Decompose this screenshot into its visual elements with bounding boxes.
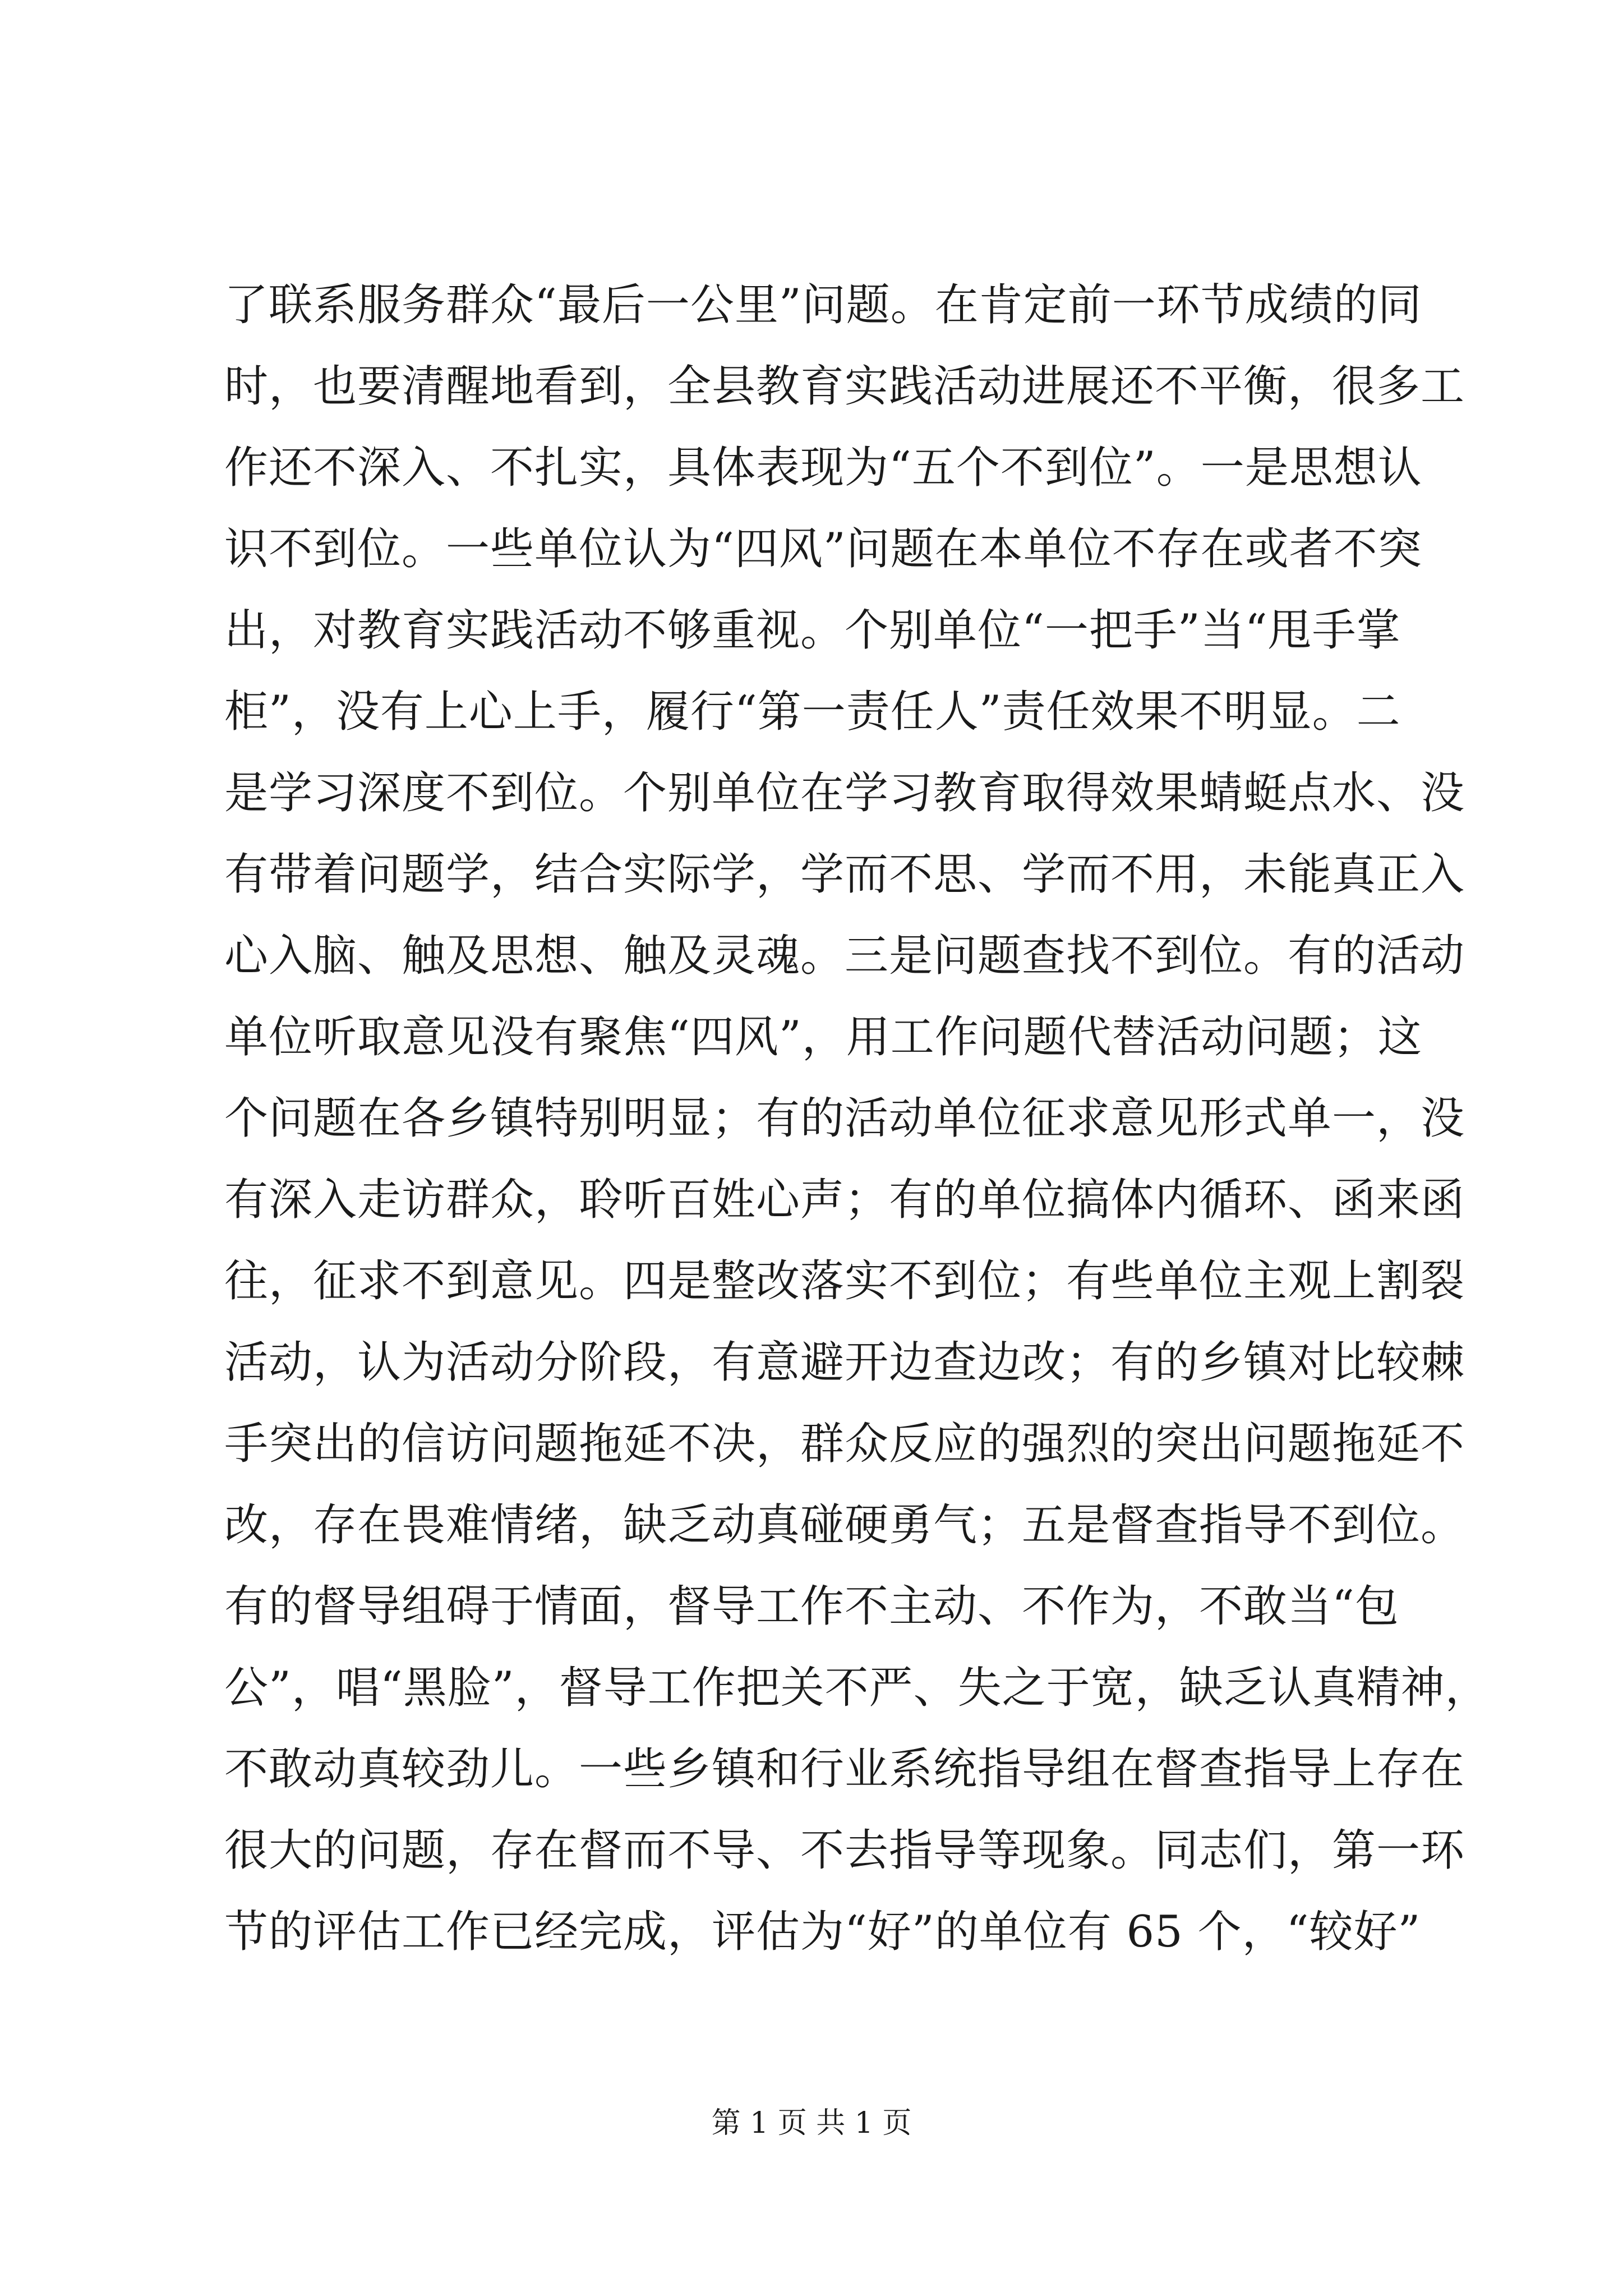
text-line: 是学习深度不到位。个别单位在学习教育取得效果蜻蜓点水、没	[224, 768, 1465, 818]
body-text	[224, 265, 1490, 1973]
text-line: 识不到位。一些单位认为“四风”问题在本单位不存在或者不突	[224, 524, 1422, 574]
text-line: 改，存在畏难情绪，缺乏动真碰硬勇气；五是督查指导不到位。	[224, 1500, 1465, 1550]
text-line: 作还不深入、不扎实，具体表现为“五个不到位”。一是思想认	[224, 443, 1422, 493]
text-line: 有深入走访群众，聆听百姓心声；有的单位搞体内循环、函来函	[224, 1175, 1465, 1225]
text-line: 心入脑、触及思想、触及灵魂。三是问题查找不到位。有的活动	[224, 931, 1465, 981]
text-line: 有的督导组碍于情面，督导工作不主动、不作为，不敢当“包	[224, 1581, 1399, 1632]
text-line: 有带着问题学，结合实际学，学而不思、学而不用，未能真正入	[224, 849, 1465, 900]
text-line: 了联系服务群众“最后一公里”问题。在肯定前一环节成绩的同	[224, 280, 1422, 330]
text-line: 公”，唱“黑脸”，督导工作把关不严、失之于宽，缺乏认真精神，	[224, 1663, 1490, 1713]
text-line: 出，对教育实践活动不够重视。个别单位“一把手”当“甩手掌	[224, 605, 1401, 656]
text-line: 往，征求不到意见。四是整改落实不到位；有些单位主观上割裂	[224, 1256, 1465, 1306]
text-line: 单位听取意见没有聚焦“四风”，用工作问题代替活动问题；这	[224, 1012, 1422, 1062]
text-line: 节的评估工作已经完成，评估为“好”的单位有 65 个，“较好”	[224, 1907, 1421, 1957]
text-line: 活动，认为活动分阶段，有意避开边查边改；有的乡镇对比较棘	[224, 1337, 1465, 1388]
text-line: 时，也要清醒地看到，全县教育实践活动进展还不平衡，很多工	[224, 361, 1465, 412]
page-number-label: 第 1 页 共 1 页	[711, 2106, 912, 2140]
text-line: 手突出的信访问题拖延不决，群众反应的强烈的突出问题拖延不	[224, 1419, 1465, 1469]
page-footer	[0, 2101, 1623, 2146]
text-line: 不敢动真较劲儿。一些乡镇和行业系统指导组在督查指导上存在	[224, 1744, 1465, 1795]
text-line: 柜”，没有上心上手，履行“第一责任人”责任效果不明显。二	[224, 687, 1401, 737]
text-line: 很大的问题，存在督而不导、不去指导等现象。同志们，第一环	[224, 1825, 1465, 1876]
text-line: 个问题在各乡镇特别明显；有的活动单位征求意见形式单一，没	[224, 1093, 1465, 1144]
